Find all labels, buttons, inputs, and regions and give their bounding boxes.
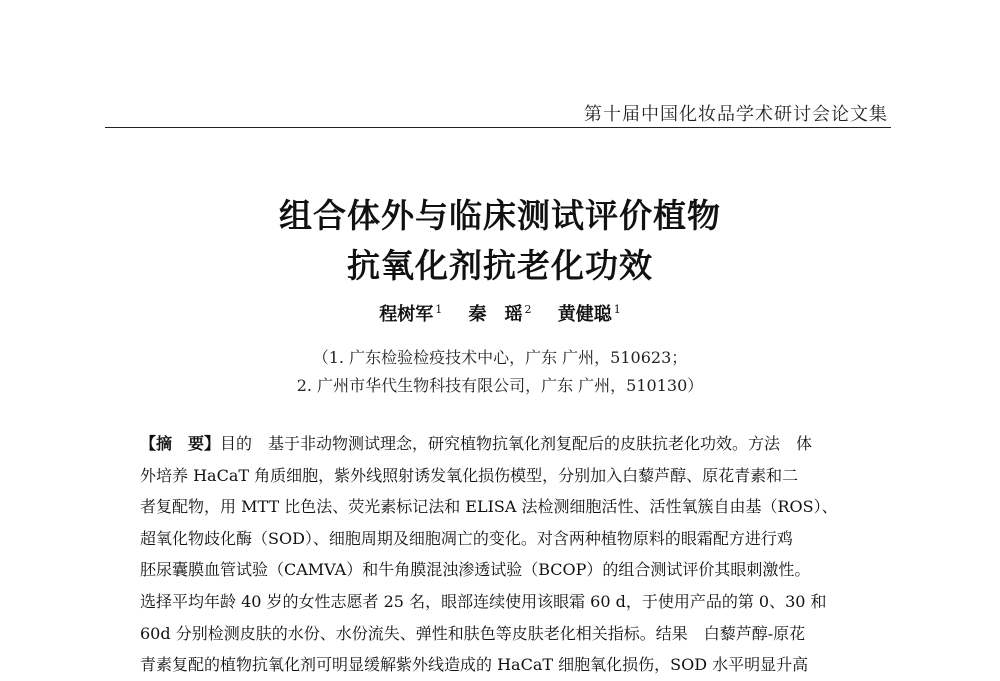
author xyxy=(379,304,442,325)
abstract-text: 目的 基于非动物测试理念，研究植物抗氧化剂复配后的皮肤抗老化功效。方法 体 xyxy=(220,434,813,453)
paper-title-line-2: 抗氧化剂抗老化功效 xyxy=(347,246,653,285)
author xyxy=(558,304,621,325)
author-affiliation-mark: 2 xyxy=(524,303,532,316)
abstract-line: 胚尿囊膜血管试验（CAMVA）和牛角膜混浊渗透试验（BCOP）的组合测试评价其眼刺激性。 xyxy=(140,560,811,580)
header-rule xyxy=(105,127,891,128)
abstract-line: 者复配物，用 MTT 比色法、荧光素标记法和 ELISA 法检测细胞活性、活性氧簇自由基（ROS）、 xyxy=(140,497,838,517)
affiliation-2: 2. 广州市华代生物科技有限公司，广东 广州，510130） xyxy=(296,376,704,395)
author-name: 程树军 xyxy=(379,304,434,325)
paper-title-line-1: 组合体外与临床测试评价植物 xyxy=(279,196,721,235)
affiliation-1: （1. 广东检验检疫技术中心，广东 广州，510623； xyxy=(312,348,688,367)
author-name: 黄健聪 xyxy=(557,304,612,325)
abstract-line: 60d 分别检测皮肤的水份、水份流失、弹性和肤色等皮肤老化相关指标。结果 白藜芦醇-原花 xyxy=(140,623,806,643)
author-affiliation-mark: 1 xyxy=(613,303,621,316)
abstract-line: 青素复配的植物抗氧化剂可明显缓解紫外线造成的 HaCaT 细胞氧化损伤，SOD 水平明显升高 xyxy=(140,655,809,675)
author-list xyxy=(0,300,1000,326)
abstract-line: 外培养 HaCaT 角质细胞，紫外线照射诱发氧化损伤模型，分别加入白藜芦醇、原花青素和二 xyxy=(140,465,799,485)
abstract-label: 【摘 要】 xyxy=(140,434,221,453)
abstract-line: 超氧化物歧化酶（SOD）、细胞周期及细胞凋亡的变化。对含两种植物原料的眼霜配方进行鸡 xyxy=(140,528,793,548)
author-affiliation-mark: 1 xyxy=(435,303,443,316)
author-name: 秦 瑶 xyxy=(468,304,523,325)
abstract-line: 选择平均年龄 40 岁的女性志愿者 25 名，眼部连续使用该眼霜 60 d，于使用产品的第 0、30 和 xyxy=(140,591,827,611)
running-head: 第十届中国化妆品学术研讨会论文集 xyxy=(584,104,888,125)
author xyxy=(469,304,532,325)
abstract-line xyxy=(140,428,863,460)
abstract xyxy=(140,428,863,681)
